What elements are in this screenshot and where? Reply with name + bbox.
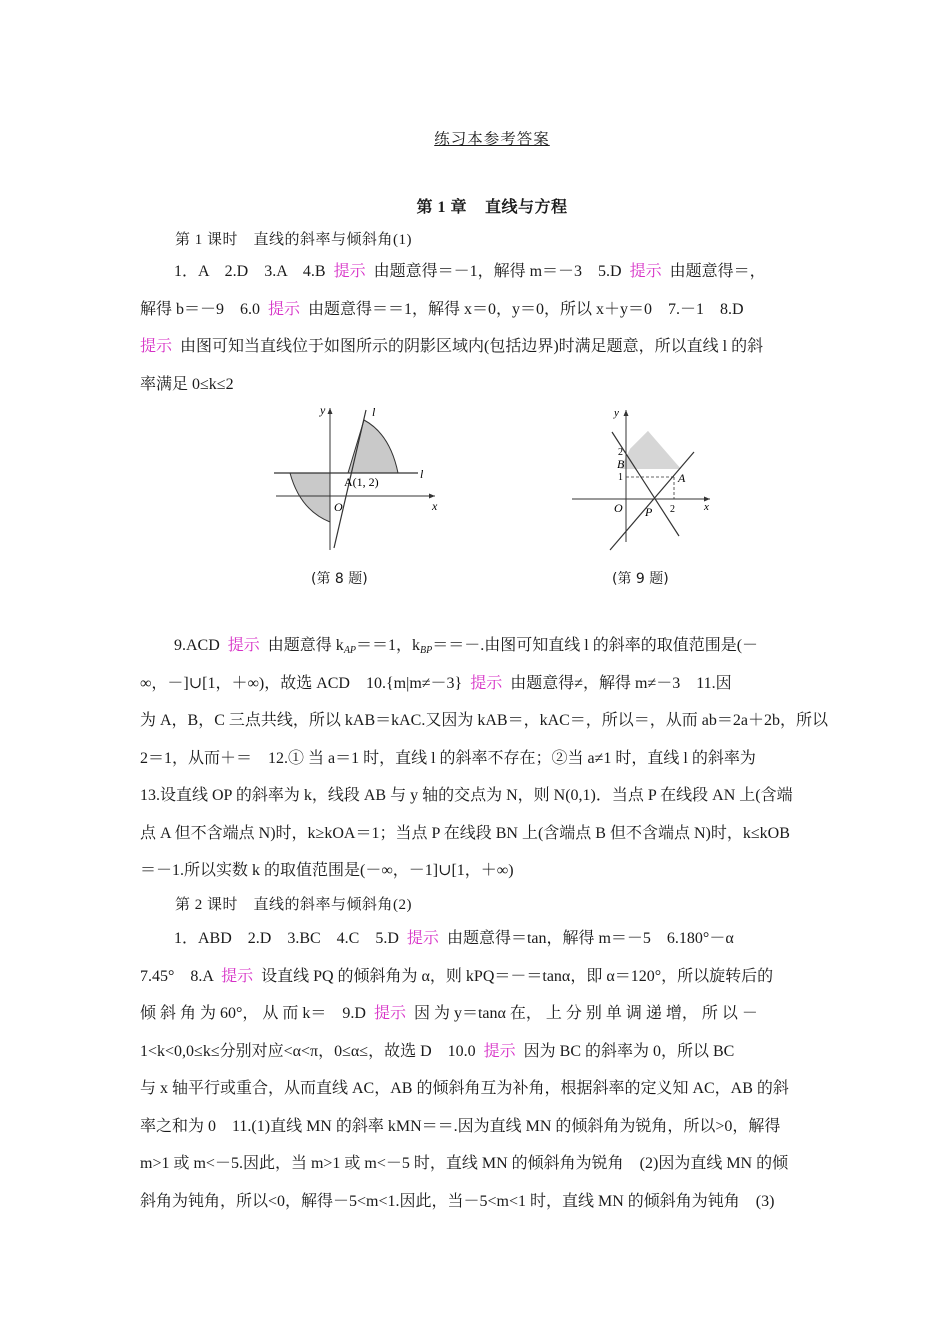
axis-label-x: x xyxy=(704,501,709,513)
tick-label-x-2: 2 xyxy=(670,504,675,515)
answer-line xyxy=(140,1033,810,1071)
figure-8-caption: (第 8 题) xyxy=(311,571,368,587)
answer-text: 7.45° 8.A xyxy=(140,967,214,985)
answer-text: 1<k<0,0≤k≤分别对应<α<π，0≤α≤，故选 D 10.0 xyxy=(140,1042,476,1060)
origin-label: O xyxy=(614,501,623,515)
hint-label: 提示 xyxy=(227,637,260,654)
answer-text: 1．A 2.D 3.A 4.B xyxy=(174,263,326,280)
origin-label: O xyxy=(334,500,343,514)
chapter-title xyxy=(0,194,950,217)
questions-9-13 xyxy=(140,627,829,890)
answer-text: 由题意得 k xyxy=(267,637,344,654)
answer-text: 1．ABD 2.D 3.BC 4.C 5.D xyxy=(174,930,399,947)
hint-label: 提示 xyxy=(483,1042,516,1060)
lesson-1-heading: 第 1 课时 直线的斜率与倾斜角(1) xyxy=(175,232,412,248)
lesson-2-heading: 第 2 课时 直线的斜率与倾斜角(2) xyxy=(175,897,412,913)
chapter-name: 直线与方程 xyxy=(485,199,568,216)
hint-label: 提示 xyxy=(629,263,662,280)
answer-line xyxy=(140,253,810,291)
x-axis-arrow-icon xyxy=(429,494,435,499)
answer-line xyxy=(140,995,810,1033)
hint-label: 提示 xyxy=(268,300,301,318)
answer-text: 解得 b＝－9 6.0 xyxy=(140,300,261,318)
hint-label: 提示 xyxy=(333,263,366,280)
answer-line: 9.ACD 提示 由题意得 $k_{AP}==1$，$k_{BP}==-$.由图可知直线 l 的斜率的取值范围是(－ xyxy=(174,637,759,656)
answer-text: 由题意得＝－1，解得 m＝－3 5.D xyxy=(373,263,622,280)
hint-label: 提示 xyxy=(470,674,503,692)
answer-line: 点 A 但不含端点 N)时，k≥kOA＝1；当点 P 在线段 BN 上(含端点 B 但不含端点 N)时，k≤kOB xyxy=(140,824,790,842)
tick-label-y-2: 2 xyxy=(618,447,623,458)
answer-text: ＝＝－.由图可知直线 l 的斜率的取值范围是(－ xyxy=(432,637,759,654)
line-label-l: l xyxy=(372,405,376,419)
answer-line xyxy=(140,665,810,703)
axis-label-y: y xyxy=(614,407,619,419)
answer-line: ＝－1.所以实数 k 的取值范围是(－∞，－1]∪[1，＋∞) xyxy=(140,862,514,879)
tick-label-y-1: 1 xyxy=(618,472,623,483)
point-label-b: B xyxy=(617,457,625,471)
answer-line: 13.设直线 OP 的斜率为 k，线段 AB 与 y 轴的交点为 N，则 N(0,1)．当点 P 在线段 AN 上(含端 xyxy=(140,787,793,804)
answer-line xyxy=(140,291,810,329)
axis-label-x: x xyxy=(432,499,438,513)
axis-label-y: y xyxy=(320,403,326,417)
answer-text: 设直线 PQ 的倾斜角为 α，则 kPQ＝－＝tanα，即 α＝120°，所以旋转后的 xyxy=(261,967,774,985)
hint-label: 提示 xyxy=(140,338,173,355)
point-label-a: A xyxy=(678,471,686,485)
point-label-a: A(1, 2) xyxy=(344,475,379,489)
answer-text: 由题意得＝tan，解得 m＝－5 6.180°－α xyxy=(446,930,734,947)
answer-line xyxy=(140,920,810,958)
y-axis-arrow-icon xyxy=(328,408,333,414)
answer-text: 因为 BC 的斜率为 0，所以 BC xyxy=(523,1042,735,1060)
answer-text: 由图可知当直线位于如图所示的阴影区域内(包括边界)时满足题意，所以直线 l 的斜 xyxy=(180,338,764,355)
line-label-l: l xyxy=(420,467,424,481)
point-label-p: P xyxy=(645,505,653,519)
shaded-region-right xyxy=(348,420,398,473)
figure-9-caption: (第 9 题) xyxy=(612,571,669,587)
lesson-1-answers xyxy=(140,253,810,403)
answer-line: 率满足 0≤k≤2 xyxy=(140,375,234,393)
answer-text: 由题意得＝， xyxy=(669,263,766,280)
hint-label: 提示 xyxy=(221,967,254,985)
figure-9-diagram xyxy=(570,402,715,557)
document-title: 练习本参考答案 xyxy=(434,131,550,148)
answer-text: 由题意得＝＝1，解得 x＝0，y＝0，所以 x＋y＝0 7.－1 8.D xyxy=(308,300,744,318)
answer-text: 因 为 y＝tanα 在， 上 分 别 单 调 递 增， 所 以 － xyxy=(413,1005,758,1022)
answer-text: 倾 斜 角 为 60°， 从 而 k＝ 9.D xyxy=(140,1005,366,1022)
y-axis-arrow-icon xyxy=(624,410,629,416)
shaded-region-left xyxy=(290,473,330,522)
answer-line: 与 x 轴平行或重合，从而直线 AC，AB 的倾斜角互为补角，根据斜率的定义知 AC，AB 的斜 xyxy=(140,1080,789,1097)
hint-label: 提示 xyxy=(406,930,439,947)
answer-line: 率之和为 0 11.(1)直线 MN 的斜率 kMN＝＝.因为直线 MN 的倾斜角为锐角，所以>0，解得 xyxy=(140,1117,781,1135)
answer-line xyxy=(140,958,810,996)
answer-line: 2＝1，从而＋＝ 12.① 当 a＝1 时，直线 l 的斜率不存在；②当 a≠1 时，直线 l 的斜率为 xyxy=(140,749,756,767)
figure-8-diagram xyxy=(272,398,447,558)
answer-line xyxy=(140,328,810,366)
answer-line: m>1 或 m<－5.因此，当 m>1 或 m<－5 时，直线 MN 的倾斜角为锐角 (2)因为直线 MN 的倾 xyxy=(140,1155,789,1172)
answer-text: ＝＝1，k xyxy=(356,637,421,654)
hint-label: 提示 xyxy=(373,1005,406,1022)
answer-line: 为 A，B，C 三点共线，所以 kAB＝kAC.又因为 kAB＝，kAC＝，所以＝，从而 ab＝2a＋2b，所以 xyxy=(140,712,829,729)
answer-text: 由题意得≠，解得 m≠－3 11.因 xyxy=(510,674,732,692)
chapter-number: 第 1 章 xyxy=(416,199,467,216)
answer-text: 9.ACD xyxy=(174,637,220,654)
shaded-region-top xyxy=(630,431,662,449)
lesson-2-answers xyxy=(140,920,810,1220)
answer-text: ∞，－]∪[1，＋∞)，故选 ACD 10.{m|m≠－3} xyxy=(140,674,463,692)
answer-line: 斜角为钝角，所以<0，解得－5<m<1.因此，当－5<m<1 时，直线 MN 的倾斜角为钝角 (3) xyxy=(140,1192,775,1210)
